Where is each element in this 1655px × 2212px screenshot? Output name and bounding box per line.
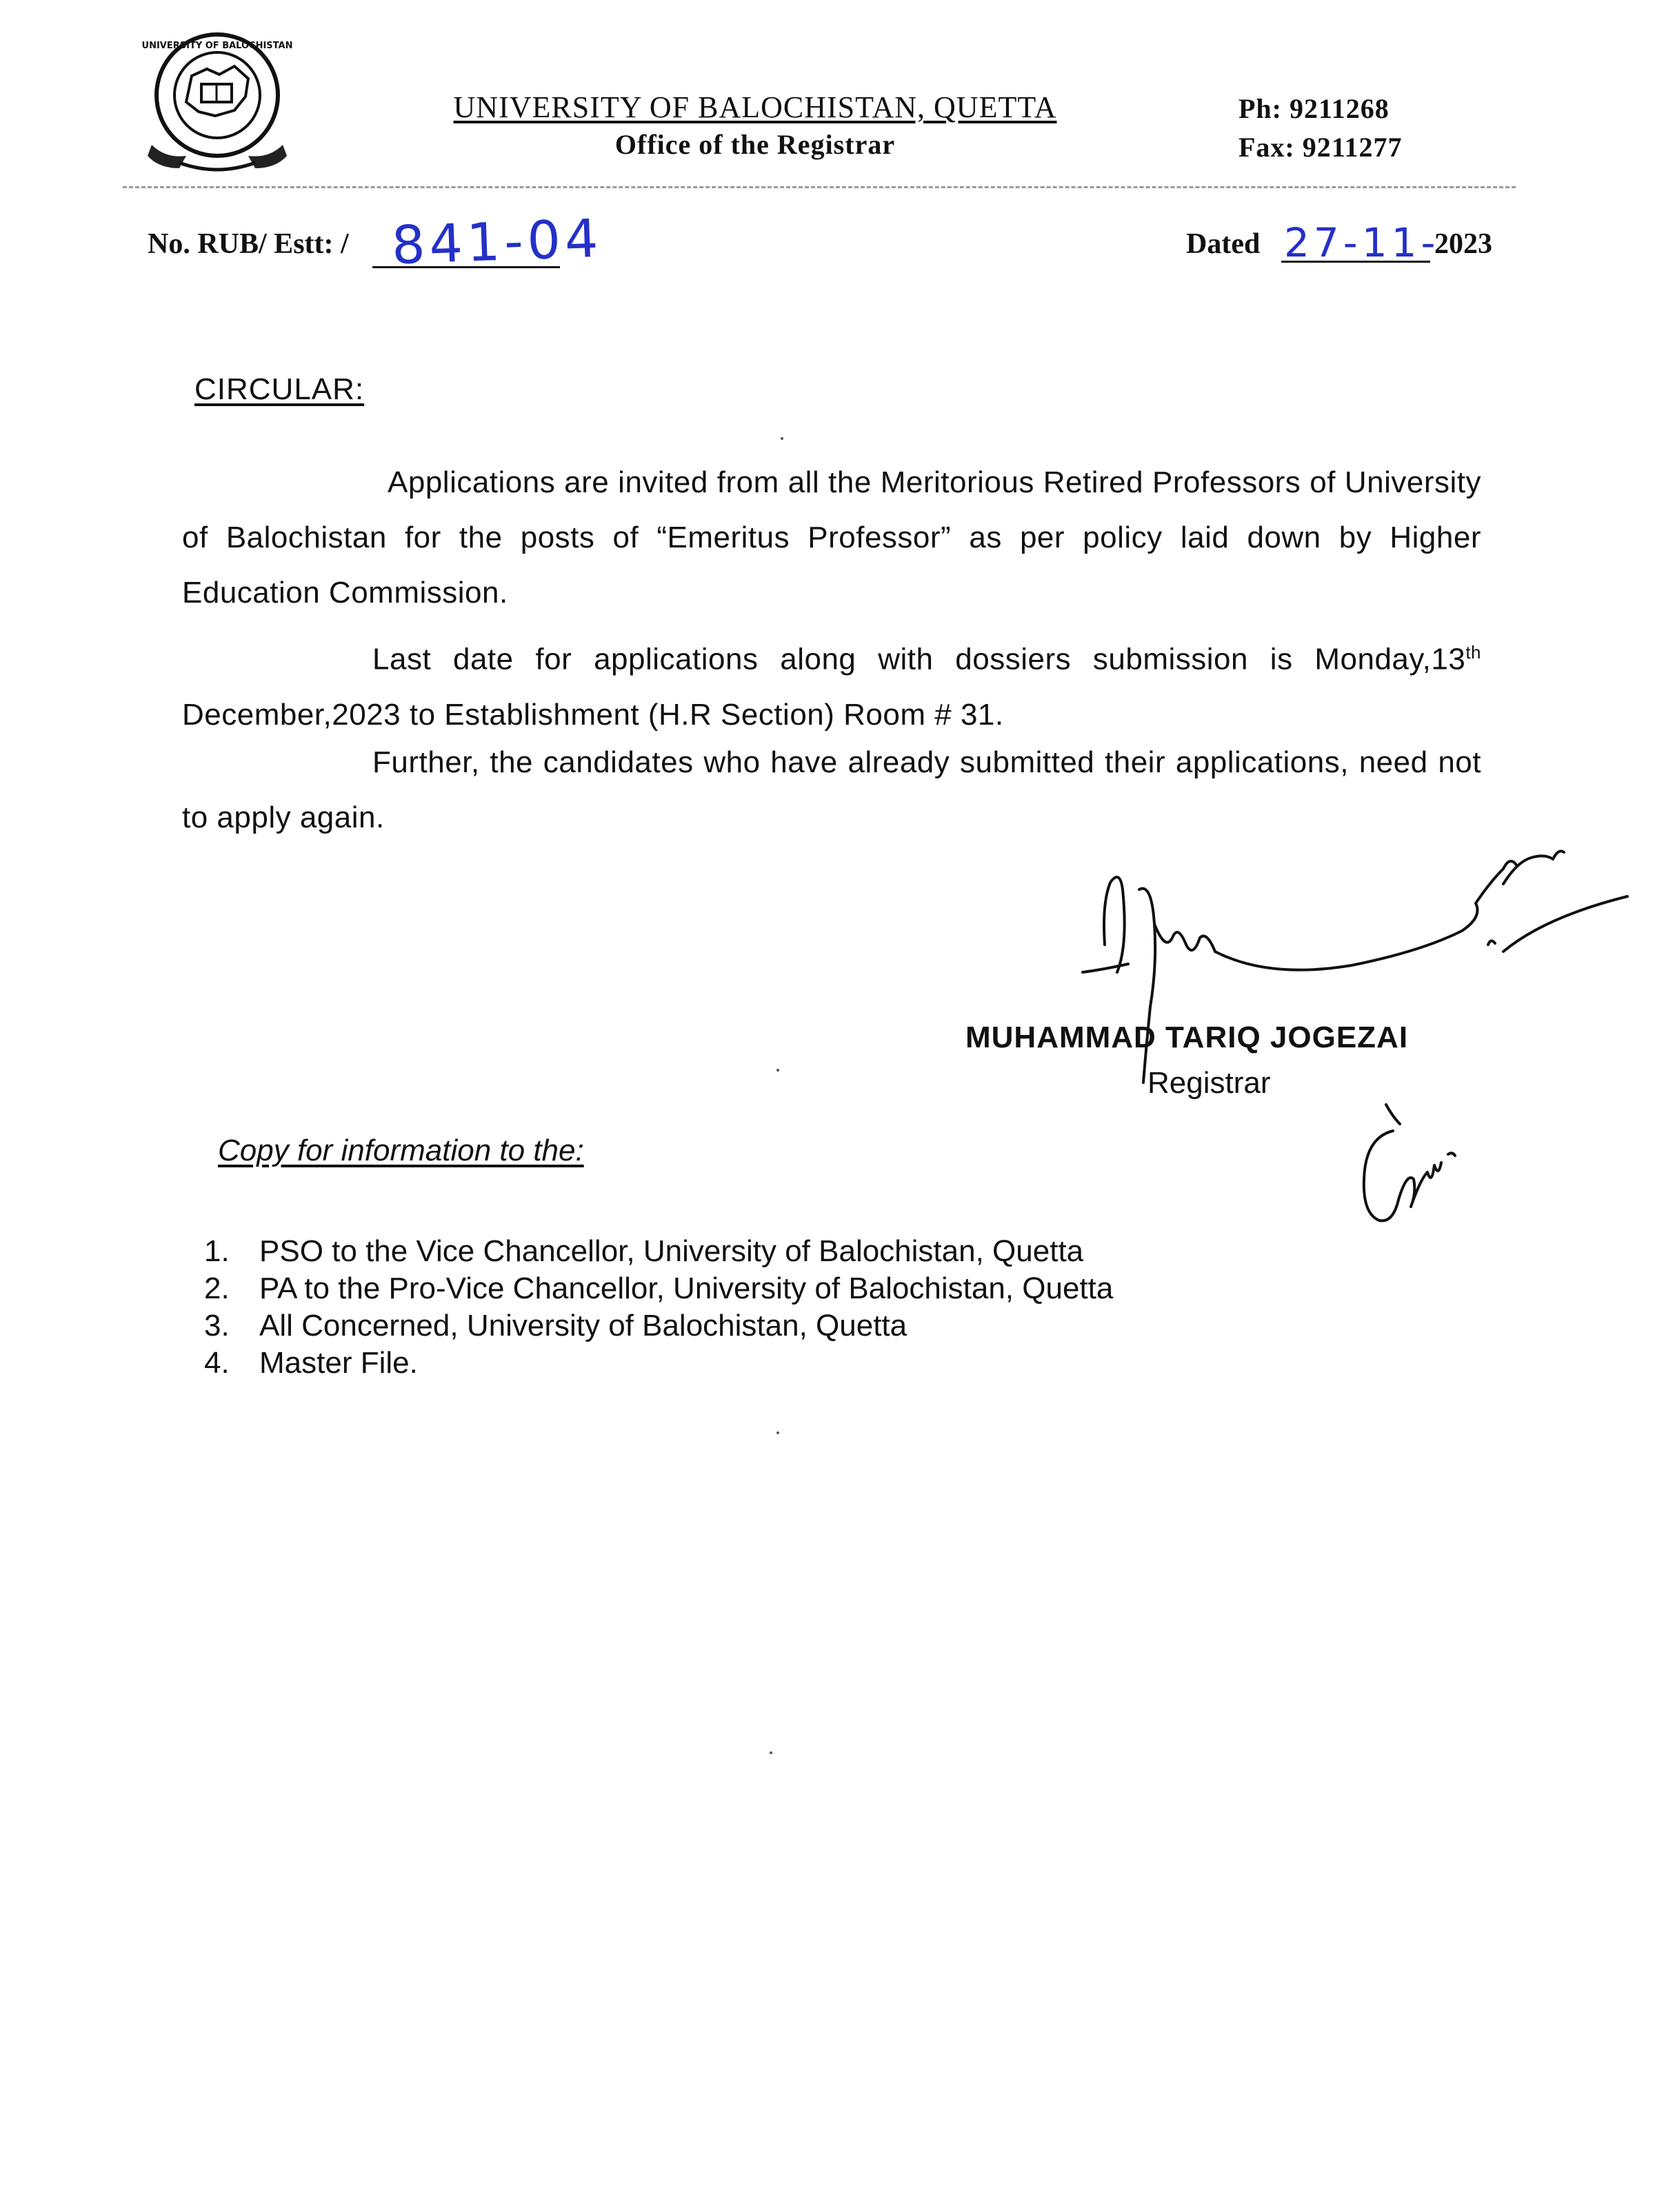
copy-distribution-list (204, 1233, 1113, 1382)
list-item-text: All Concerned, University of Balochistan, Quetta (259, 1309, 907, 1343)
scan-speck (776, 1431, 779, 1434)
list-item-number: 2. (204, 1271, 230, 1305)
university-name: UNIVERSITY OF BALOCHISTAN, QUETTA (453, 90, 1057, 124)
list-item (204, 1345, 1113, 1382)
date-year: 2023 (1434, 228, 1492, 260)
circular-heading: CIRCULAR: (194, 372, 365, 406)
list-item-number: 3. (204, 1309, 230, 1343)
date-handwritten: 27-11- (1284, 219, 1440, 266)
svg-text:UNIVERSITY OF BALOCHISTAN: UNIVERSITY OF BALOCHISTAN (141, 41, 293, 51)
list-item (204, 1270, 1113, 1307)
circular-paragraph-1: Applications are invited from all the Meritorious Retired Professors of University of Balochistan for the posts of “Emeritus Professor” as per policy laid down by Higher Education Commission. (182, 465, 1481, 610)
university-seal-logo (138, 21, 297, 179)
date-label: Dated (1186, 228, 1261, 260)
list-item-number: 1. (204, 1234, 230, 1268)
list-item-text: PSO to the Vice Chancellor, University of Balochistan, Quetta (259, 1234, 1084, 1268)
signatory-name: MUHAMMAD TARIQ JOGEZAI (965, 1020, 1409, 1054)
scan-speck (781, 437, 783, 440)
list-item-text: PA to the Pro-Vice Chancellor, University of Balochistan, Quetta (259, 1271, 1114, 1305)
initials-mark (1345, 1096, 1496, 1241)
letterhead-divider (123, 186, 1516, 188)
office-name: Office of the Registrar (614, 129, 896, 160)
ordinal-suffix: th (1465, 642, 1481, 663)
contact-block (1238, 90, 1403, 167)
reference-label: No. RUB/ Estt: / (148, 228, 349, 260)
fax-number: Fax: 9211277 (1238, 132, 1403, 163)
paragraph-2-end: December,2023 to Establishment (H.R Section) Room # 31. (182, 697, 1004, 732)
circular-paragraph-2 (182, 625, 1481, 743)
signatory-title: Registrar (1147, 1066, 1271, 1100)
paragraph-2-start: Last date for applications along with dossiers submission is Monday,13 (372, 642, 1466, 676)
circular-paragraph-3: Further, the candidates who have already submitted their applications, need not to apply again. (182, 745, 1481, 834)
copy-heading: Copy for information to the: (218, 1134, 584, 1167)
phone-number: Ph: 9211268 (1238, 93, 1390, 124)
scan-speck (776, 1069, 779, 1072)
scan-speck (770, 1751, 772, 1754)
list-item-number: 4. (204, 1346, 230, 1380)
reference-number-handwritten: 841-04 (390, 207, 603, 276)
list-item-text: Master File. (259, 1346, 418, 1380)
list-item (204, 1233, 1113, 1270)
list-item (204, 1307, 1113, 1345)
